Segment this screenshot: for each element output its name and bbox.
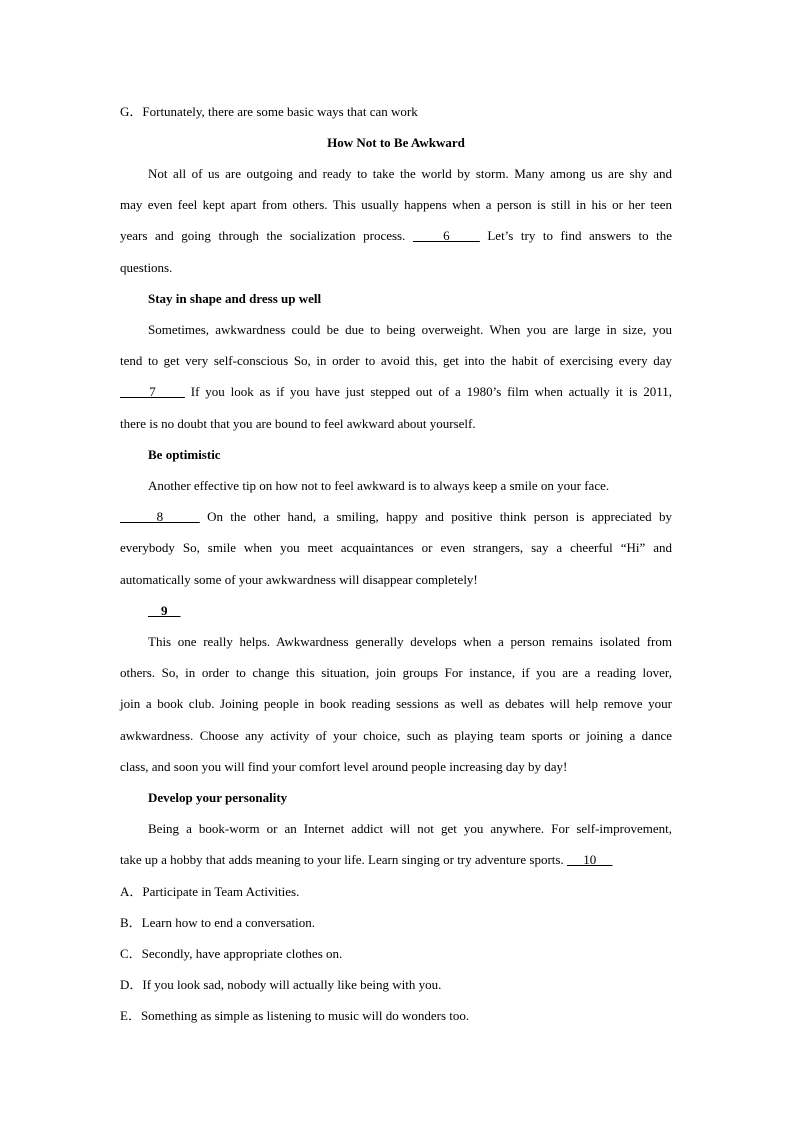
option-d: D．If you look sad, nobody will actually like being with you. [120,977,442,992]
intro-line-3 [120,228,672,244]
blank-10: 10 [566,852,613,867]
section2-line-4: automatically some of your awkwardness will disappear completely! [120,572,478,587]
option-b: B．Learn how to end a conversation. [120,915,315,930]
heading-be-optimistic: Be optimistic [148,447,221,462]
option-a: A．Participate in Team Activities. [120,884,300,899]
article-title: How Not to Be Awkward [327,135,465,150]
blank-9: 9 [148,603,181,618]
option-g: G．Fortunately, there are some basic ways that can work [120,104,418,119]
section2-line-1: Another effective tip on how not to feel awkward is to always keep a smile on your face. [148,478,610,493]
section2-line-3: everybody So, smile when you meet acquaintances or even strangers, say a cheerful “Hi” and [120,540,672,555]
blank-6: 6 [412,228,480,243]
section1-line-1: Sometimes, awkwardness could be due to being overweight. When you are large in size, you [148,322,672,337]
section3-line-1: This one really helps. Awkwardness generally develops when a person remains isolated from [148,634,672,649]
blank-7: 7 [120,384,185,399]
heading-stay-in-shape: Stay in shape and dress up well [148,291,322,306]
intro-line-2: may even feel kept apart from others. This usually happens when a person is still in his or her teen [120,197,672,212]
heading-blank-9 [148,603,672,619]
section3-line-5: class, and soon you will find your comfort level around people increasing day by day! [120,759,568,774]
section1-line-2: tend to get very self-conscious So, in order to avoid this, get into the habit of exercising every day [120,353,672,368]
section4-line-1: Being a book-worm or an Internet addict will not get you anywhere. For self-improvement, [148,821,672,836]
section3-line-4: awkwardness. Choose any activity of your choice, such as playing team sports or joining a dance [120,728,672,743]
section4-line-2 [120,852,672,868]
intro-line-3-start: years and going through the socialization process. [120,228,413,243]
section2-line-2-end: On the other hand, a smiling, happy and positive think person is appreciated by [199,509,673,524]
intro-line-3-end: Let’s try to find answers to the [479,228,673,243]
heading-develop-personality: Develop your personality [148,790,288,805]
section1-line-3 [120,384,672,400]
section1-line-4: there is no doubt that you are bound to feel awkward about yourself. [120,416,476,431]
section3-line-3: join a book club. Joining people in book reading sessions as well as debates will help remove your [120,696,672,711]
option-e: E．Something as simple as listening to music will do wonders too. [120,1008,470,1023]
section4-line-2-start: take up a hobby that adds meaning to your life. Learn singing or try adventure sports. [120,852,567,867]
intro-line-1: Not all of us are outgoing and ready to take the world by storm. Many among us are shy and [148,166,672,181]
blank-8: 8 [120,509,200,524]
intro-line-4: questions. [120,260,173,275]
section2-line-2 [120,509,672,525]
section1-line-3-end: If you look as if you have just stepped out of a 1980’s film when actually it is 2011, [184,384,672,399]
option-c: C．Secondly, have appropriate clothes on. [120,946,343,961]
section3-line-2: others. So, in order to change this situation, join groups For instance, if you are a reading lover, [120,665,672,680]
